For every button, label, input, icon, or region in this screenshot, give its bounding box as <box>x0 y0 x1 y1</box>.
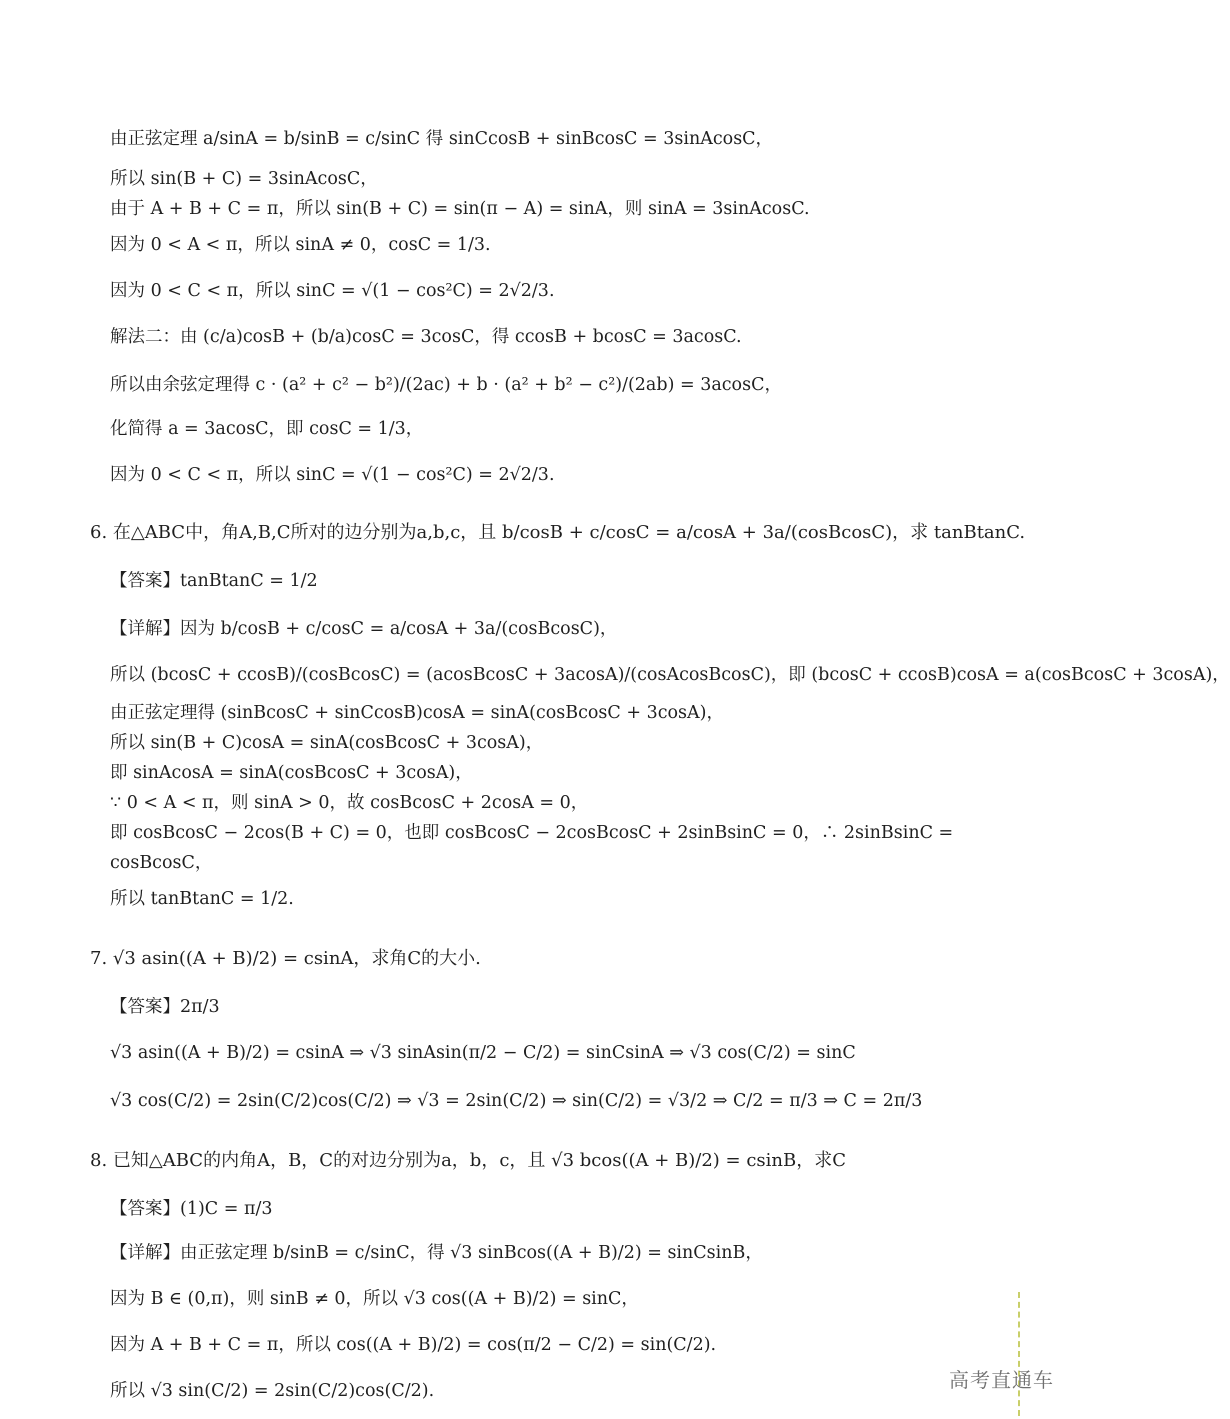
detail-6-line-2: 所以 (bcosC + ccosB)/(cosBcosC) = (acosBcosC + 3acosA)/(cosAcosBcosC)，即 (bcosC + ccosB)cosA = a(cosBcosC + 3cosA)， <box>110 665 1230 685</box>
detail-6-line-8: cosBcosC， <box>110 853 213 873</box>
answer-7: 【答案】2π/3 <box>110 997 220 1017</box>
solution-line-4: 因为 0 < A < π，所以 sinA ≠ 0，cosC = 1/3. <box>110 235 491 255</box>
detail-8-line-2: 因为 B ∈ (0,π)，则 sinB ≠ 0，所以 √3 cos((A + B)/2) = sinC， <box>110 1289 639 1309</box>
solution-line-9: 因为 0 < C < π，所以 sinC = √(1 − cos²C) = 2√2/3. <box>110 465 555 485</box>
detail-8-line-4: 所以 √3 sin(C/2) = 2sin(C/2)cos(C/2). <box>110 1381 435 1401</box>
detail-6-line-7: 即 cosBcosC − 2cos(B + C) = 0，也即 cosBcosC − 2cosBcosC + 2sinBsinC = 0，∴ 2sinBsinC = <box>110 823 954 843</box>
solution-line-6: 解法二：由 (c/a)cosB + (b/a)cosC = 3cosC，得 ccosB + bcosC = 3acosC. <box>110 327 742 347</box>
detail-6-line-6: ∵ 0 < A < π，则 sinA > 0，故 cosBcosC + 2cosA = 0， <box>110 793 589 813</box>
solution-line-5: 因为 0 < C < π，所以 sinC = √(1 − cos²C) = 2√2/3. <box>110 281 555 301</box>
detail-6-line-3: 由正弦定理得 (sinBcosC + sinCcosB)cosA = sinA(cosBcosC + 3cosA)， <box>110 703 724 723</box>
watermark: 高考直通车 <box>949 1368 1054 1392</box>
answer-8: 【答案】(1)C = π/3 <box>110 1199 273 1219</box>
detail-8-line-3: 因为 A + B + C = π，所以 cos((A + B)/2) = cos(π/2 − C/2) = sin(C/2). <box>110 1335 717 1355</box>
question-6: 6. 在△ABC中，角A,B,C所对的边分别为a,b,c，且 b/cosB + c/cosC = a/cosA + 3a/(cosBcosC)，求 tanBtanC. <box>90 522 1026 543</box>
question-7: 7. √3 asin((A + B)/2) = csinA，求角C的大小. <box>90 948 481 969</box>
detail-8-line-1: 【详解】由正弦定理 b/sinB = c/sinC，得 √3 sinBcos((A + B)/2) = sinCsinB， <box>110 1243 763 1263</box>
solution-line-2: 所以 sin(B + C) = 3sinAcosC， <box>110 169 378 189</box>
solution-line-7: 所以由余弦定理得 c · (a² + c² − b²)/(2ac) + b · (a² + b² − c²)/(2ab) = 3acosC， <box>110 375 782 395</box>
detail-7-line-2: √3 cos(C/2) = 2sin(C/2)cos(C/2) ⇒ √3 = 2sin(C/2) ⇒ sin(C/2) = √3/2 ⇒ C/2 = π/3 ⇒ C = 2π/3 <box>110 1091 923 1111</box>
question-8: 8. 已知△ABC的内角A，B，C的对边分别为a，b，c，且 √3 bcos((A + B)/2) = csinB，求C <box>90 1150 846 1171</box>
detail-6-line-1: 【详解】因为 b/cosB + c/cosC = a/cosA + 3a/(cosBcosC)， <box>110 619 618 639</box>
detail-7-line-1: √3 asin((A + B)/2) = csinA ⇒ √3 sinAsin(π/2 − C/2) = sinCsinA ⇒ √3 cos(C/2) = sinC <box>110 1043 856 1063</box>
solution-line-3: 由于 A + B + C = π，所以 sin(B + C) = sin(π − A) = sinA，则 sinA = 3sinAcosC. <box>110 199 810 219</box>
detail-6-line-9: 所以 tanBtanC = 1/2. <box>110 889 294 909</box>
detail-6-line-4: 所以 sin(B + C)cosA = sinA(cosBcosC + 3cosA)， <box>110 733 544 753</box>
solution-line-1: 由正弦定理 a/sinA = b/sinB = c/sinC 得 sinCcosB + sinBcosC = 3sinAcosC， <box>110 129 774 149</box>
answer-6: 【答案】tanBtanC = 1/2 <box>110 571 318 591</box>
detail-6-line-5: 即 sinAcosA = sinA(cosBcosC + 3cosA)， <box>110 763 473 783</box>
solution-line-8: 化简得 a = 3acosC，即 cosC = 1/3， <box>110 419 424 439</box>
margin-dashed-line <box>1018 1292 1020 1416</box>
